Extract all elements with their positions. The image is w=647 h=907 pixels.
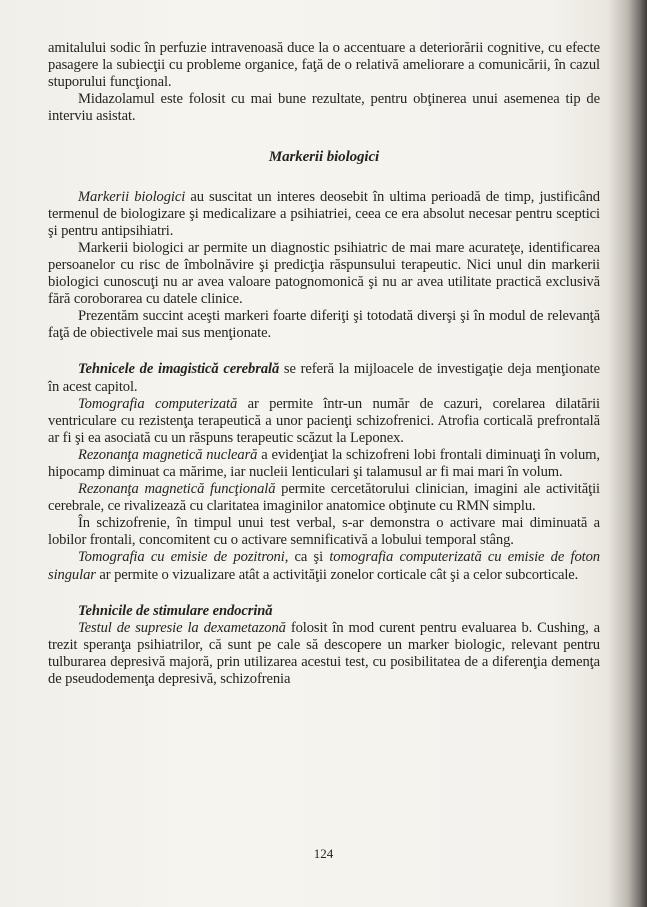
paragraph-1: amitalului sodic în perfuzie intravenoasă duce la o accentuare a deteriorării cognitive, cu efecte pasagere la subiecţii cu probleme organice, faţă de o relativă ameliorare a comunicării, în cazul stuporului funcţional. [48, 40, 600, 91]
term-rmn-functionala: Rezonanţa magnetică funcţională [78, 481, 276, 498]
term-rmn-nucleara: Rezonanţa magnetică nucleară [78, 446, 258, 463]
term-markerii-biologici: Markerii biologici [78, 188, 186, 205]
paragraph-3 [48, 189, 600, 240]
paragraph-11 [48, 549, 600, 583]
term-tomografia-computerizata: Tomografia computerizată [78, 395, 238, 412]
paragraph-11-text-a: , ca şi [284, 549, 330, 566]
subheading-endocrina-text: Tehnicile de stimulare endocrină [78, 602, 273, 619]
section-heading: Markerii biologici [268, 149, 380, 166]
paragraph-13 [48, 620, 600, 688]
paragraph-2: Midazolamul este folosit cu mai bune rezultate, pentru obţinerea unui asemenea tip de interviu asistat. [48, 91, 600, 125]
paragraph-9 [48, 481, 600, 515]
paragraph-5: Prezentăm succint aceşti markeri foarte diferiţi şi totodată diverşi şi în modul de relevanţă faţă de obiectivele mai sus menţionate. [48, 308, 600, 342]
page-number: 124 [313, 846, 334, 861]
term-spect: tomografia computerizată cu emisie de foton singular [48, 549, 600, 583]
paragraph-9-text: permite cercetătorului clinician, imagini ale activităţii cerebrale, ce rivalizează cu claritatea imaginilor anatomice obţinute cu RMN simplu. [48, 481, 600, 515]
term-dexametazona: Testul de supresie la dexametazonă [78, 619, 286, 636]
subheading-imagistica: Tehnicele de imagistică cerebrală [78, 361, 280, 378]
paragraph-7-text: ar permite într-un număr de cazuri, corelarea dilatării ventriculare cu rezistenţa terapeutică a unor pacienţi schizofrenici. Atrofia corticală prefrontală ar fi şi ea asociată cu un răspuns terapeutic scăzut la Leponex. [48, 395, 600, 446]
paragraph-3-text: au suscitat un interes deosebit în ultima perioadă de timp, justificând termenul de biologizare şi medicalizare a psihiatriei, ceea ce era absolut necesar pentru sceptici şi pentru antipsihiatri. [48, 188, 600, 239]
paragraph-10: În schizofrenie, în timpul unui test verbal, s-ar demonstra o activare mai diminuată a lobilor frontali, concomitent cu o activare semnificativă a lobului temporal stâng. [48, 515, 600, 549]
paragraph-7 [48, 396, 600, 447]
paragraph-11-text-b: ar permite o vizualizare atât a activităţii zonelor corticale cât şi a celor subcorticale. [95, 566, 579, 583]
paragraph-6 [48, 361, 600, 395]
paragraph-4: Markerii biologici ar permite un diagnostic psihiatric de mai mare acurateţe, identificarea persoanelor cu risc de îmbolnăvire şi predicţia răspunsului terapeutic. Nici unul din markerii biologici cunoscuţi nu ar avea valoare patognomonică şi nu ar avea utilitate practică exclusivă fără coroborarea cu datele clinice. [48, 239, 600, 308]
paragraph-13-text: folosit în mod curent pentru evaluarea b. Cushing, a trezit speranţa psihiatrilor, că sunt pe cale să descopere un marker biologic, relevant pentru tulburarea depresivă majoră, prin utilizarea acestui test, cu posibilitatea de a diferenţia demenţa de pseudodemenţa depresivă, schizofrenia [48, 619, 601, 687]
paragraph-8-text: a evidenţiat la schizofreni lobi frontali diminuaţi în volum, hipocamp diminuat ca mărime, iar nucleii lenticulari şi talamusul ar fi mai mari în volum. [48, 446, 600, 480]
body-text [48, 40, 600, 688]
subheading-endocrina [48, 603, 600, 620]
term-pet: Tomografia cu emisie de pozitroni [78, 549, 285, 566]
paragraph-6-text: se referă la mijloacele de investigaţie deja menţionate în acest capitol. [48, 361, 600, 395]
paragraph-8 [48, 447, 600, 481]
